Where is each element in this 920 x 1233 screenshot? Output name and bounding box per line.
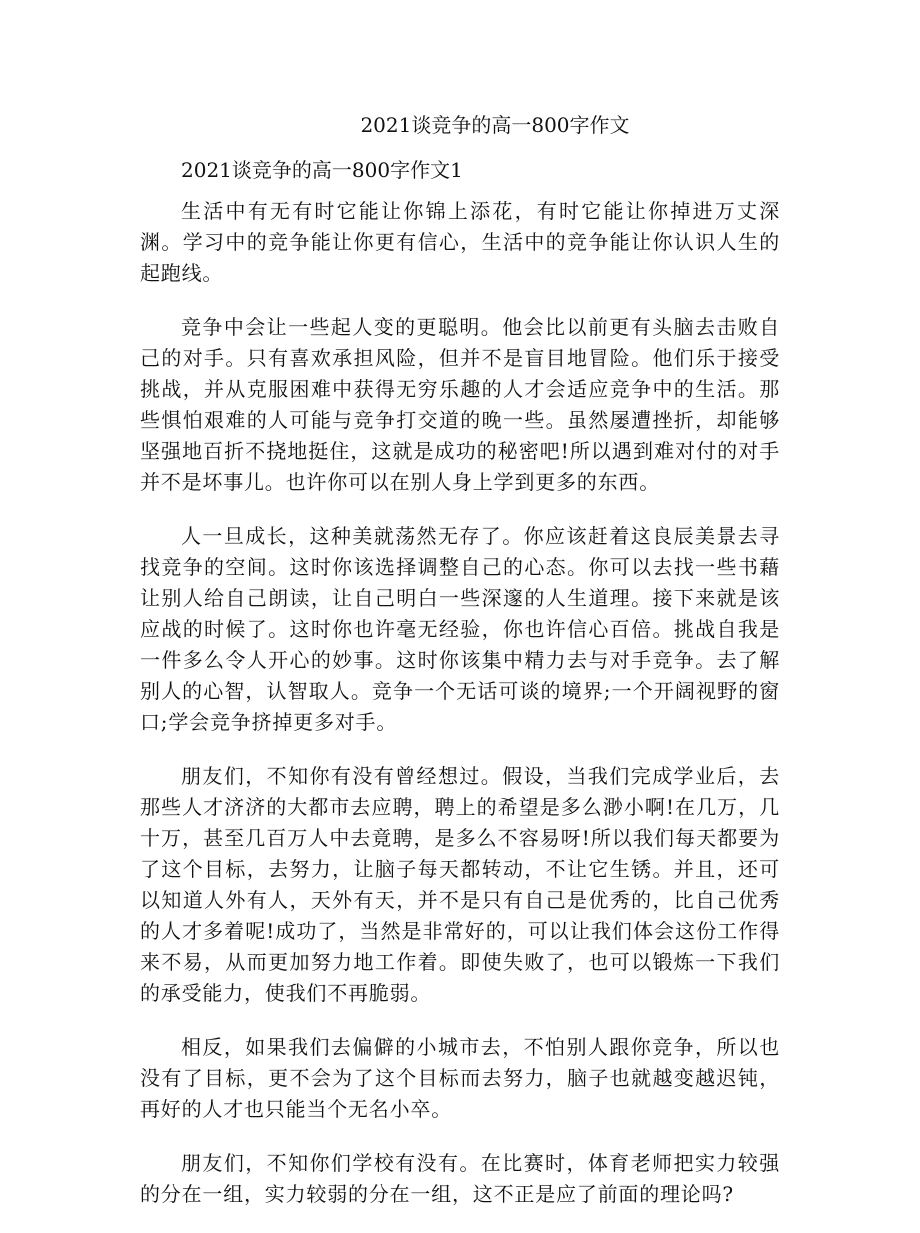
document-title: 2021谈竞争的高一800字作文	[360, 113, 630, 137]
essay-subtitle: 2021谈竞争的高一800字作文1	[181, 158, 463, 182]
paragraph-6: 朋友们，不知你们学校有没有。在比赛时，体育老师把实力较强的分在一组，实力较弱的分在一组，这不正是应了前面的理论吗?	[140, 1151, 780, 1206]
paragraph-5: 相反，如果我们去偏僻的小城市去，不怕别人跟你竞争，所以也没有了目标，更不会为了这个目标而去努力，脑子也就越变越迟钝，再好的人才也只能当个无名小卒。	[140, 1035, 780, 1121]
paragraph-2: 竞争中会让一些起人变的更聪明。他会比以前更有头脑去击败自己的对手。只有喜欢承担风险，但并不是盲目地冒险。他们乐于接受挑战，并从克服困难中获得无穷乐趣的人才会适应竞争中的生活。那些惧怕艰难的人可能与竞争打交道的晚一些。虽然屡遭挫折，却能够坚强地百折不挠地挺住，这就是成功的秘密吧!所以遇到难对付的对手并不是坏事儿。也许你可以在别人身上学到更多的东西。	[140, 315, 780, 494]
paragraph-3: 人一旦成长，这种美就荡然无存了。你应该赶着这良辰美景去寻找竞争的空间。这时你该选择调整自己的心态。你可以去找一些书藉让别人给自己朗读，让自己明白一些深邃的人生道理。接下来就是该应战的时候了。这时你也许毫无经验，你也许信心百倍。挑战自我是一件多么令人开心的妙事。这时你该集中精力去与对手竞争。去了解别人的心智，认智取人。竞争一个无话可谈的境界;一个开阔视野的窗口;学会竞争挤掉更多对手。	[140, 524, 780, 734]
paragraph-1: 生活中有无有时它能让你锦上添花，有时它能让你掉进万丈深渊。学习中的竞争能让你更有信心，生活中的竞争能让你认识人生的起跑线。	[140, 199, 780, 285]
essay-body	[140, 196, 780, 1233]
paragraph-4: 朋友们，不知你有没有曾经想过。假设，当我们完成学业后，去那些人才济济的大都市去应聘，聘上的希望是多么渺小啊!在几万，几十万，甚至几百万人中去竟聘，是多么不容易呀!所以我们每天都要为了这个目标，去努力，让脑子每天都转动，不让它生锈。并且，还可以知道人外有人，天外有天，并不是只有自己是优秀的，比自己优秀的人才多着呢!成功了，当然是非常好的，可以让我们体会这份工作得来不易，从而更加努力地工作着。即使失败了，也可以锻炼一下我们的承受能力，使我们不再脆弱。	[140, 764, 780, 1005]
